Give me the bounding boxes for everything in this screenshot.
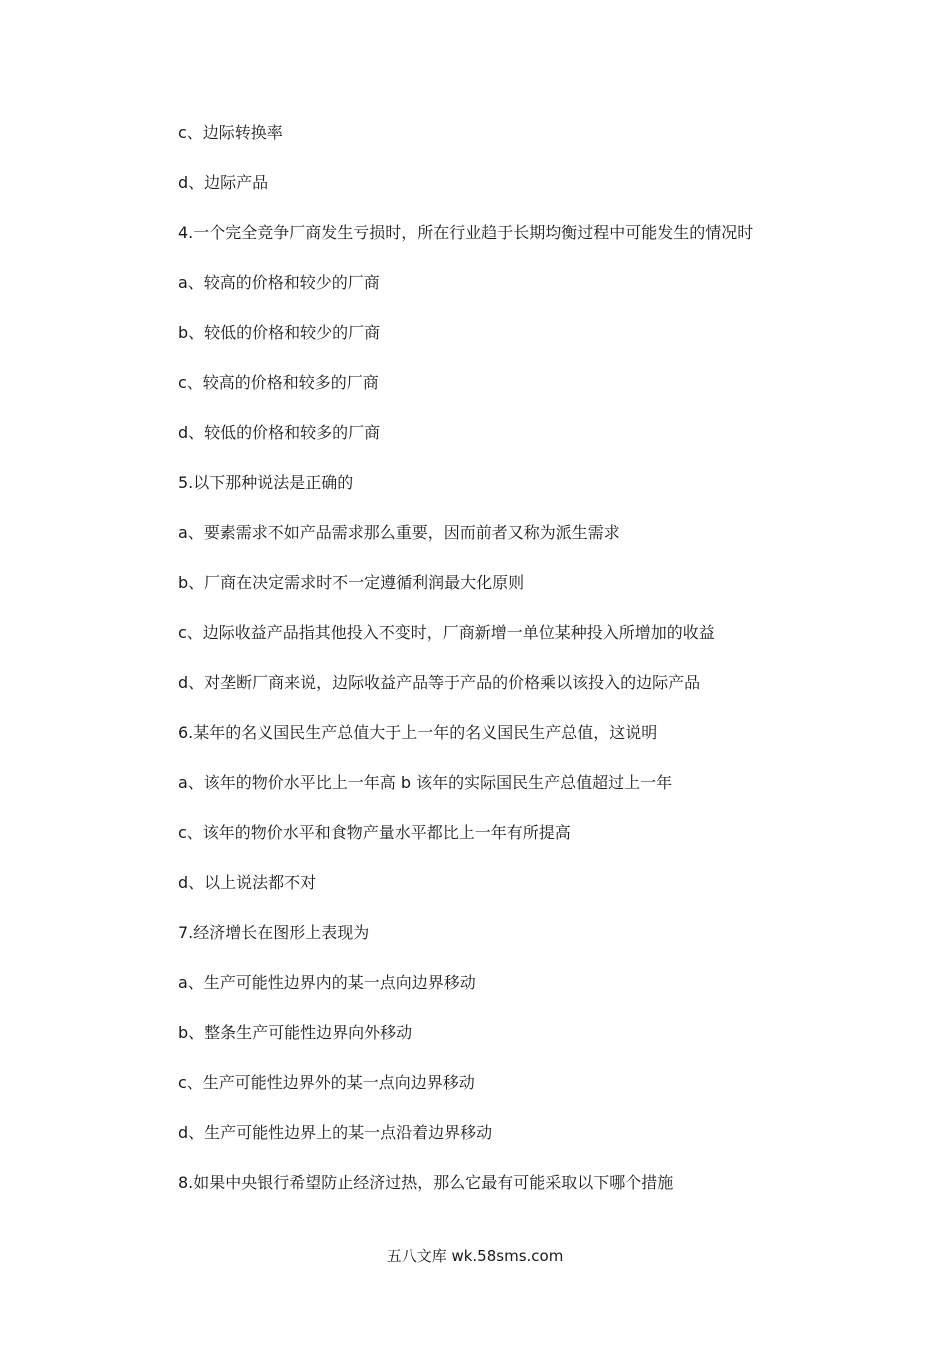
question-7-option-c: c、生产可能性边界外的某一点向边界移动	[178, 1073, 475, 1092]
option-d-text: d、边际产品	[178, 173, 269, 192]
question-7-option-d: d、生产可能性边界上的某一点沿着边界移动	[178, 1123, 493, 1142]
question-5-option-c: c、边际收益产品指其他投入不变时，厂商新增一单位某种投入所增加的收益	[178, 623, 715, 642]
question-6-option-a: a、该年的物价水平比上一年高 b 该年的实际国民生产总值超过上一年	[178, 773, 673, 792]
question-4-option-c: c、较高的价格和较多的厂商	[178, 373, 379, 392]
question-5-option-d: d、对垄断厂商来说，边际收益产品等于产品的价格乘以该投入的边际产品	[178, 673, 701, 692]
question-4-option-b: b、较低的价格和较少的厂商	[178, 323, 381, 342]
question-6-option-c: c、该年的物价水平和食物产量水平都比上一年有所提高	[178, 823, 571, 842]
page-footer: 五八文库 wk.58sms.com	[386, 1247, 564, 1265]
question-5-text: 5.以下那种说法是正确的	[178, 473, 354, 492]
question-6-text: 6.某年的名义国民生产总值大于上一年的名义国民生产总值，这说明	[178, 723, 658, 742]
question-4-text: 4.一个完全竞争厂商发生亏损时，所在行业趋于长期均衡过程中可能发生的情况时	[178, 223, 754, 242]
question-7-option-a: a、生产可能性边界内的某一点向边界移动	[178, 973, 476, 992]
question-text-block	[178, 119, 878, 1219]
question-6-option-d: d、以上说法都不对	[178, 873, 317, 892]
question-5-option-b: b、厂商在决定需求时不一定遵循利润最大化原则	[178, 573, 525, 592]
question-8-text: 8.如果中央银行希望防止经济过热，那么它最有可能采取以下哪个措施	[178, 1173, 674, 1192]
option-c-text: c、边际转换率	[178, 123, 283, 142]
question-7-option-b: b、整条生产可能性边界向外移动	[178, 1023, 413, 1042]
question-4-option-a: a、较高的价格和较少的厂商	[178, 273, 380, 292]
question-7-text: 7.经济增长在图形上表现为	[178, 923, 370, 942]
question-5-option-a: a、要素需求不如产品需求那么重要，因而前者又称为派生需求	[178, 523, 620, 542]
question-4-option-d: d、较低的价格和较多的厂商	[178, 423, 381, 442]
